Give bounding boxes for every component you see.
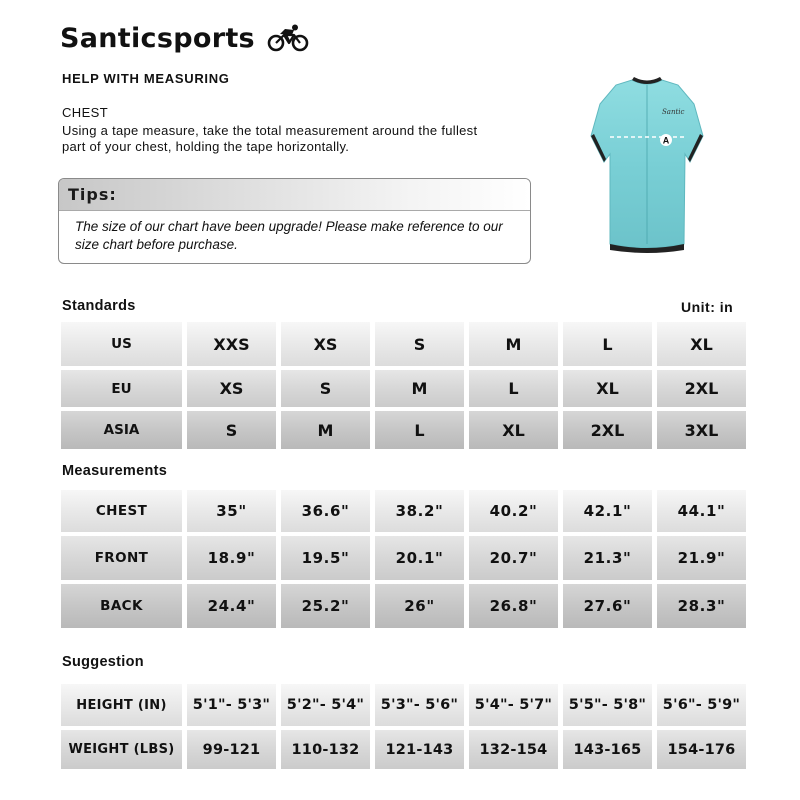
table-cell: 121-143 (375, 730, 464, 769)
chest-marker: A (662, 135, 670, 146)
row-label: FRONT (61, 536, 182, 580)
suggestion-title: Suggestion (62, 654, 144, 670)
table-cell: 99-121 (187, 730, 276, 769)
measurements-table (56, 486, 751, 632)
chest-instructions: Using a tape measure, take the total measurement around the fullest part of your chest, holding the tape horizontally. (62, 123, 478, 154)
table-cell: 24.4" (187, 584, 276, 628)
standards-title: Standards (62, 298, 136, 314)
table-cell: 2XL (657, 370, 746, 407)
table-cell: 42.1" (563, 490, 652, 532)
table-cell: XL (469, 411, 558, 449)
table-cell: L (563, 322, 652, 366)
brand-header (60, 18, 309, 58)
table-row (61, 684, 746, 726)
table-cell: XS (187, 370, 276, 407)
table-cell: L (469, 370, 558, 407)
table-cell: 5'6"- 5'9" (657, 684, 746, 726)
table-cell: S (375, 322, 464, 366)
cyclist-icon (267, 24, 309, 52)
table-cell: 5'3"- 5'6" (375, 684, 464, 726)
table-cell: XL (657, 322, 746, 366)
table-cell: 5'2"- 5'4" (281, 684, 370, 726)
tips-text: The size of our chart have been upgrade! Please make reference to our size chart before purchase. (75, 219, 503, 252)
table-cell: 21.9" (657, 536, 746, 580)
table-row (61, 411, 746, 449)
suggestion-table (56, 680, 751, 773)
table-cell: 40.2" (469, 490, 558, 532)
table-cell: XS (281, 322, 370, 366)
unit-label: Unit: in (681, 299, 734, 315)
table-cell: 35" (187, 490, 276, 532)
table-cell: 38.2" (375, 490, 464, 532)
table-cell: 19.5" (281, 536, 370, 580)
table-cell: S (187, 411, 276, 449)
table-cell: 44.1" (657, 490, 746, 532)
table-cell: 26.8" (469, 584, 558, 628)
table-cell: 143-165 (563, 730, 652, 769)
table-cell: 20.1" (375, 536, 464, 580)
row-label: ASIA (61, 411, 182, 449)
table-cell: 5'1"- 5'3" (187, 684, 276, 726)
table-cell: 20.7" (469, 536, 558, 580)
row-label: EU (61, 370, 182, 407)
table-cell: 2XL (563, 411, 652, 449)
table-cell: 21.3" (563, 536, 652, 580)
table-row (61, 536, 746, 580)
table-cell: XXS (187, 322, 276, 366)
table-cell: XL (563, 370, 652, 407)
table-row (61, 730, 746, 769)
table-cell: 18.9" (187, 536, 276, 580)
tips-header (59, 179, 530, 211)
table-cell: 26" (375, 584, 464, 628)
row-label: US (61, 322, 182, 366)
table-cell: 36.6" (281, 490, 370, 532)
table-row (61, 584, 746, 628)
table-cell: 3XL (657, 411, 746, 449)
table-cell: 27.6" (563, 584, 652, 628)
table-cell: M (281, 411, 370, 449)
table-row (61, 490, 746, 532)
jersey-logo: Santic (662, 108, 685, 116)
table-cell: 5'4"- 5'7" (469, 684, 558, 726)
tips-title: Tips: (68, 185, 117, 204)
standards-table (56, 318, 751, 453)
table-cell: M (469, 322, 558, 366)
tips-box (58, 178, 531, 264)
row-label: BACK (61, 584, 182, 628)
table-cell: M (375, 370, 464, 407)
chest-label: CHEST (62, 105, 109, 120)
table-cell: 110-132 (281, 730, 370, 769)
table-cell: 5'5"- 5'8" (563, 684, 652, 726)
table-cell: 154-176 (657, 730, 746, 769)
table-row (61, 322, 746, 366)
table-cell: S (281, 370, 370, 407)
table-cell: L (375, 411, 464, 449)
row-label: HEIGHT (IN) (61, 684, 182, 726)
row-label: WEIGHT (LBS) (61, 730, 182, 769)
measurements-title: Measurements (62, 463, 168, 479)
brand-name: Santicsports (60, 22, 255, 54)
table-row (61, 370, 746, 407)
jersey-image (586, 74, 708, 254)
table-cell: 132-154 (469, 730, 558, 769)
table-cell: 28.3" (657, 584, 746, 628)
row-label: CHEST (61, 490, 182, 532)
help-measuring-title: HELP WITH MEASURING (62, 71, 230, 86)
table-cell: 25.2" (281, 584, 370, 628)
